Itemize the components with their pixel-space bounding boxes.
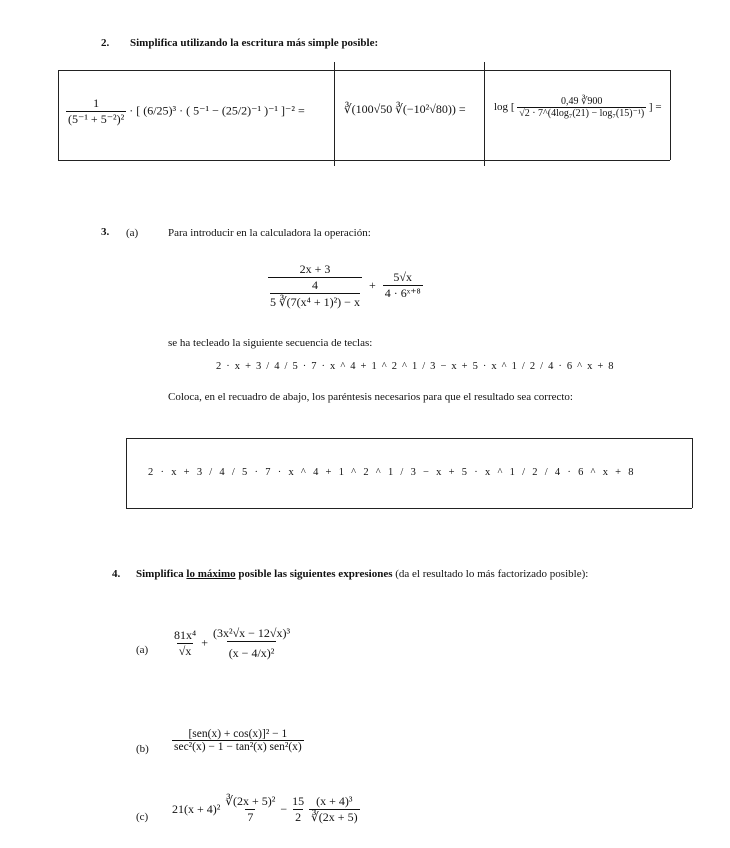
q4c-t1-pre: 21(x + 4)² [172,802,221,816]
q4c-t3-den: ∛(2x + 5) [311,810,358,824]
q3-f-top-num: 2x + 3 [299,262,331,276]
q2-divider-2 [484,62,485,166]
q4c-t1-den: 7 [247,810,254,824]
q2-box-right [670,70,671,160]
q2-e3-den: √2 · 7^(4log₇(21) − log₇(15)⁻¹) [519,108,645,119]
q3-f-top-den: 5 ∛(7(x⁴ + 1)²) − x [270,295,360,309]
q4-prompt-underlined: lo máximo [186,568,236,580]
q4-prompt-bold1: Simplifica [136,568,184,580]
q3-f-plus: + [368,277,376,292]
q3-answer-box-sequence[interactable]: 2 · x + 3 / 4 / 5 · 7 · x ^ 4 + 1 ^ 2 ^ 1 / 3 − x + 5 · x ^ 1 / 2 / 4 · 6 ^ x + 8 [148,467,636,478]
q3-answer-box-left [126,438,127,508]
q2-e3-num: 0,49 ∛900 [561,96,603,107]
q2-e1-num: 1 [93,96,100,110]
q2-e3-log: log [494,101,509,114]
q3-instruction: Coloca, en el recuadro de abajo, los paréntesis necesarios para que el resultado sea correcto: [168,391,573,403]
q2-number: 2. [101,37,110,49]
q3-answer-box-bottom [126,508,692,509]
q4b-expression [172,728,304,753]
q3-seq-intro: se ha tecleado la siguiente secuencia de teclas: [168,337,373,349]
q4a-label: (a) [136,644,149,656]
q4b-label: (b) [136,743,149,755]
q2-e3-end: ] = [648,101,662,114]
q4a-t1-den: √x [178,644,192,658]
q4c-label: (c) [136,811,149,823]
q3-f-right-den: 4 · 6ˣ⁺⁸ [384,285,421,300]
q4-prompt [136,567,636,581]
q2-expression-3: log [ $\frac{0,49 ∛900}{\text{√2 · 7\textasciicircum{}(4log₇(21) − log₇(15)⁻¹)}}$ ] = [494,96,662,119]
q2-expression-2: ∛(100√50 ∛(−10²√80)) = [344,102,466,116]
q2-box-left [58,70,59,160]
q4b-num: [sen(x) + cos(x)]² − 1 [188,728,288,740]
q2-expression-1 [66,96,305,127]
q4b-den: sec²(x) − 1 − tan²(x) sen²(x) [174,741,302,753]
q3-answer-box-top [126,438,692,439]
q3-f-top-mid: 4 [311,278,318,292]
q4a-t2-den: (x − 4/x)² [227,641,277,661]
q3-part: (a) [126,227,139,239]
q2-prompt: Simplifica utilizando la escritura más simple posible: [130,37,379,49]
q4a-plus: + [201,635,208,650]
q2-divider-1 [334,62,335,166]
q4c-t2-den: 2 [295,810,302,824]
q4-number: 4. [112,568,121,580]
q3-formula [268,262,423,310]
q2-box-bottom [58,160,670,161]
q2-box-top [58,70,670,71]
q2-e1-den: (5⁻¹ + 5⁻²)² [68,112,125,126]
q4-prompt-rest: (da el resultado lo más factorizado posible): [395,568,589,580]
q4c-t2-num: 15 [292,794,305,808]
q4c-minus: − [280,802,288,816]
q4a-expression [172,626,292,661]
q4c-expression [172,794,360,825]
q4a-t1-num: 81x⁴ [174,628,197,642]
q4c-t3-num: (x + 4)³ [316,794,353,808]
q2-e1-body: · [ (6/25)³ · ( 5⁻¹ − (25/2)⁻¹ )⁻¹ ]⁻² = [129,103,305,118]
q3-number: 3. [101,226,110,238]
q3-answer-box-right [692,438,693,508]
q3-sequence: 2 · x + 3 / 4 / 5 · 7 · x ^ 4 + 1 ^ 2 ^ 1 / 3 − x + 5 · x ^ 1 / 2 / 4 · 6 ^ x + 8 [216,361,615,372]
q4c-t1-num: ∛(2x + 5)² [225,794,276,808]
q4a-t2-num: (3x²√x − 12√x)³ [212,626,291,640]
q3-prompt: Para introducir en la calculadora la operación: [168,227,371,239]
q4-prompt-bold2: posible las siguientes expresiones [238,568,393,580]
q3-f-right-num: 5√x [393,269,413,284]
